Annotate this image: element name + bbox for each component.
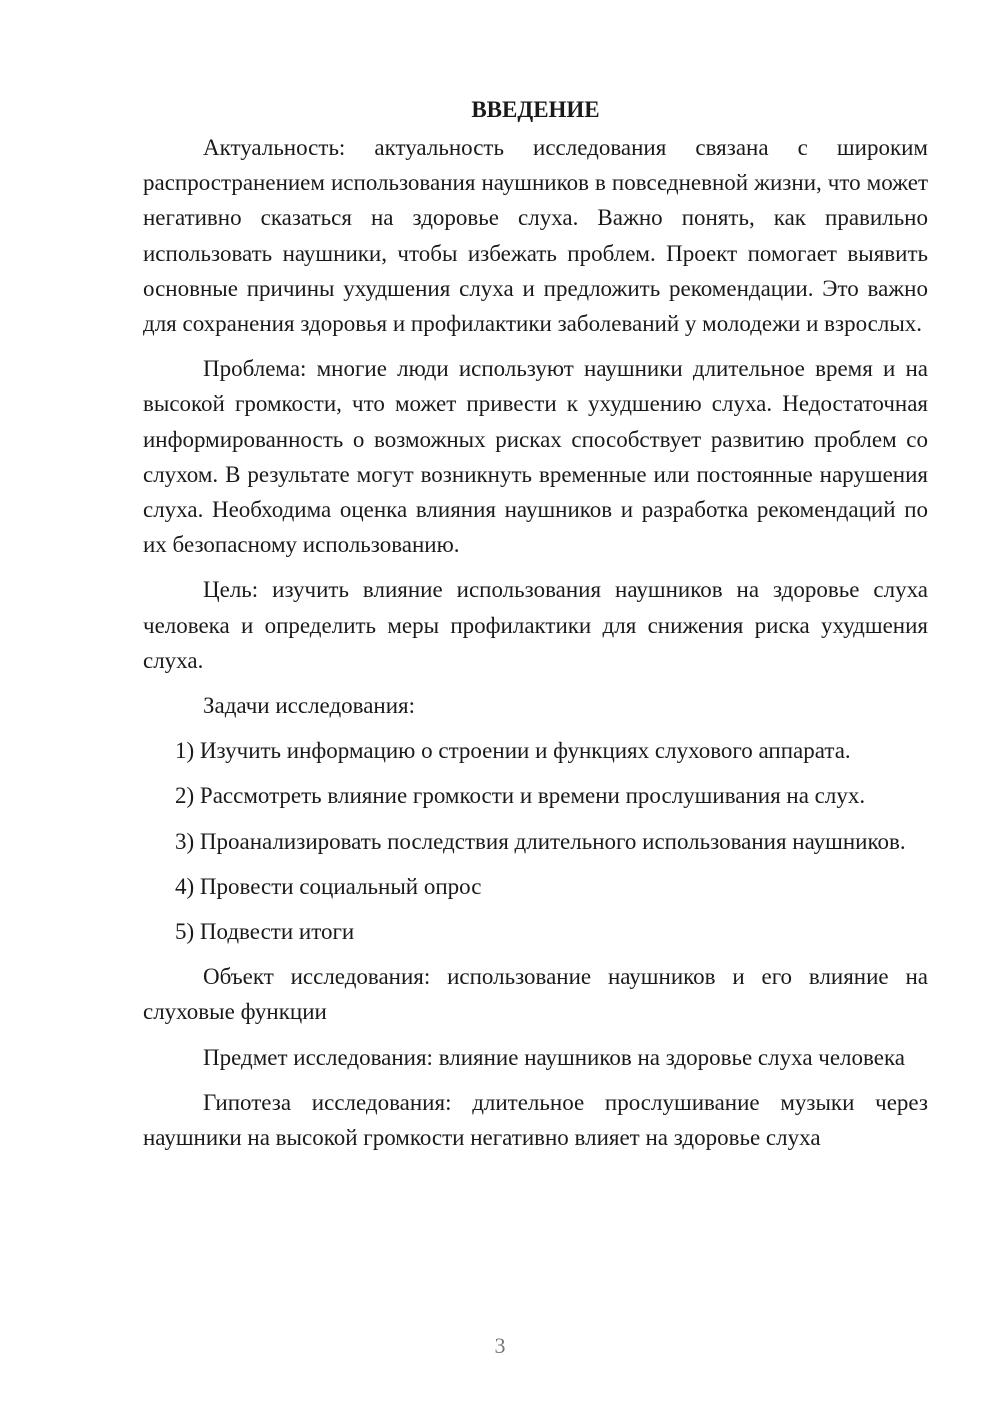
document-page (143, 92, 928, 1155)
paragraph-hypothesis: Гипотеза исследования: длительное прослушивание музыки через наушники на высокой громкости негативно влияет на здоровье слуха (143, 1089, 928, 1151)
task-item-5: 5) Подвести итоги (175, 919, 355, 945)
paragraph-subject: Предмет исследования: влияние наушников на здоровье слуха человека (203, 1044, 905, 1070)
page-number: 3 (494, 1333, 506, 1358)
task-item-2: 2) Рассмотреть влияние громкости и времени прослушивания на слух. (175, 783, 866, 809)
paragraph-goal: Цель: изучить влияние использования наушников на здоровье слуха человека и определить меры профилактики для снижения риска ухудшения слуха. (143, 577, 928, 673)
task-item-1: 1) Изучить информацию о строении и функциях слухового аппарата. (175, 738, 851, 764)
page-title: ВВЕДЕНИЕ (471, 97, 600, 122)
paragraph-object: Объект исследования: использование наушников и его влияние на слуховые функции (143, 964, 928, 1025)
task-item-3: 3) Проанализировать последствия длительного использования наушников. (175, 828, 906, 854)
paragraph-tasks-heading: Задачи исследования: (203, 693, 416, 719)
task-item-4: 4) Провести социальный опрос (175, 873, 482, 899)
paragraph-relevance: Актуальность: актуальность исследования связана с широким распространением использования наушников в повседневной жизни, что может негативно сказаться на здоровье слуха. Важно понять, как правильно использовать наушники, чтобы избежать проблем. Проект помогает выявить основные причины ухудшения слуха и предложить рекомендации. Это важно для сохранения здоровья и профилактики заболеваний у молодежи и взрослых. (143, 135, 928, 337)
paragraph-problem: Проблема: многие люди используют наушники длительное время и на высокой громкости, что может привести к ухудшению слуха. Недостаточная информированность о возможных рисках способствует развитию проблем со слухом. В результате могут возникнуть временные или постоянные нарушения слуха. Необходима оценка влияния наушников и разработка рекомендаций по их безопасному использованию. (143, 356, 928, 558)
